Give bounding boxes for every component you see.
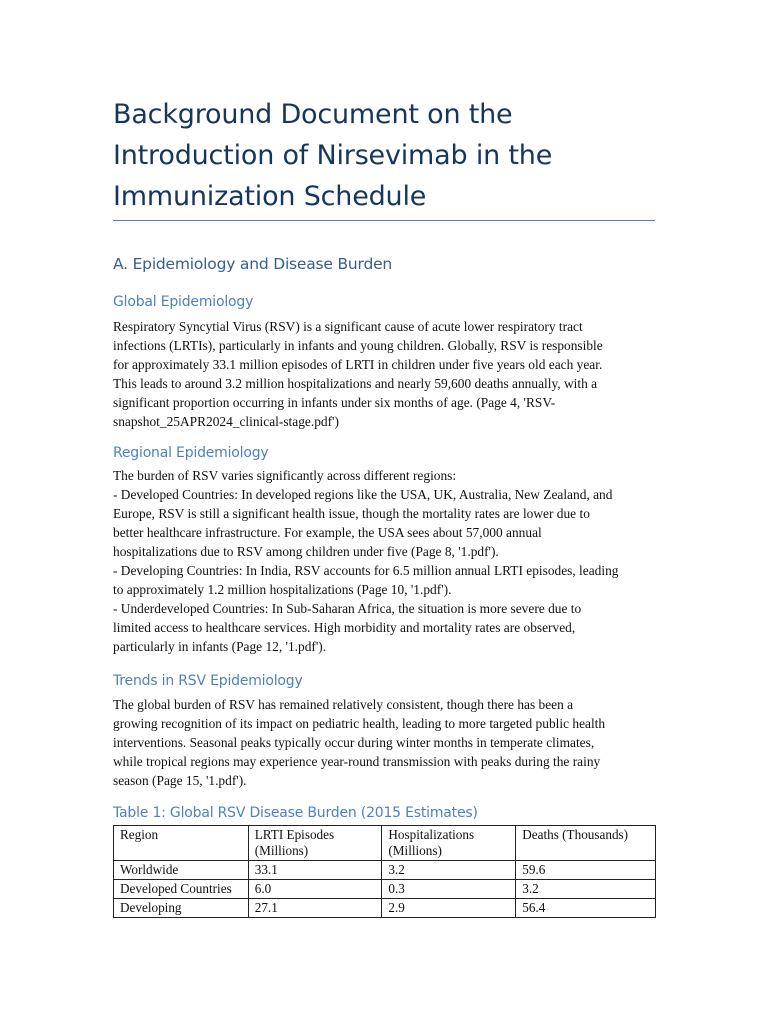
text-line: Europe, RSV is still a significant health issue, though the mortality rates are lower due to bbox=[113, 506, 590, 521]
table-header-cell: Hospitalizations (Millions) bbox=[382, 826, 516, 861]
regional-epidemiology-section bbox=[113, 444, 658, 656]
document-title: Background Document on the Introduction of Nirsevimab in the Immunization Schedule bbox=[113, 99, 553, 212]
text-line: Respiratory Syncytial Virus (RSV) is a significant cause of acute lower respiratory tract bbox=[113, 319, 583, 334]
global-epidemiology-paragraph bbox=[113, 317, 658, 431]
table-cell: 33.1 bbox=[248, 861, 382, 880]
table-cell: Developed Countries bbox=[114, 880, 249, 899]
table-cell: 59.6 bbox=[516, 861, 656, 880]
text-line: hospitalizations due to RSV among children under five (Page 8, '1.pdf'). bbox=[113, 544, 499, 559]
global-epidemiology-heading: Global Epidemiology bbox=[113, 294, 254, 310]
table-cell: 3.2 bbox=[516, 880, 656, 899]
text-line: better healthcare infrastructure. For example, the USA sees about 57,000 annual bbox=[113, 525, 542, 540]
text-line: This leads to around 3.2 million hospitalizations and nearly 59,600 deaths annually, with a bbox=[113, 376, 598, 391]
global-epidemiology-section bbox=[113, 293, 658, 431]
table-header-cell: LRTI Episodes (Millions) bbox=[248, 826, 382, 861]
text-line: interventions. Seasonal peaks typically occur during winter months in temperate climates, bbox=[113, 735, 595, 750]
regional-epidemiology-heading: Regional Epidemiology bbox=[113, 445, 269, 461]
table-cell: 3.2 bbox=[382, 861, 516, 880]
text-line: significant proportion occurring in infants under six months of age. (Page 4, 'RSV- bbox=[113, 395, 556, 410]
table-header-row bbox=[114, 826, 656, 861]
text-line: snapshot_25APR2024_clinical-stage.pdf') bbox=[113, 414, 339, 429]
table-row bbox=[114, 899, 656, 918]
text-line: limited access to healthcare services. High morbidity and mortality rates are observed, bbox=[113, 620, 576, 635]
table-cell: 0.3 bbox=[382, 880, 516, 899]
text-line: infections (LRTIs), particularly in infants and young children. Globally, RSV is responsible bbox=[113, 338, 603, 353]
table-header-cell: Region bbox=[114, 826, 249, 861]
table-cell: 27.1 bbox=[248, 899, 382, 918]
text-line: - Underdeveloped Countries: In Sub-Saharan Africa, the situation is more severe due to bbox=[113, 601, 582, 616]
regional-epidemiology-paragraph bbox=[113, 466, 658, 656]
table1-section bbox=[113, 804, 658, 918]
table-cell: 2.9 bbox=[382, 899, 516, 918]
table-row bbox=[114, 880, 656, 899]
title-divider bbox=[113, 220, 655, 221]
section-a-heading: A. Epidemiology and Disease Burden bbox=[113, 255, 393, 273]
text-line: growing recognition of its impact on pediatric health, leading to more targeted public health bbox=[113, 716, 606, 731]
text-line: to approximately 1.2 million hospitalizations (Page 10, '1.pdf'). bbox=[113, 582, 452, 597]
table-cell: 56.4 bbox=[516, 899, 656, 918]
table-header-cell: Deaths (Thousands) bbox=[516, 826, 656, 861]
text-line: while tropical regions may experience year-round transmission with peaks during the rainy bbox=[113, 754, 601, 769]
text-line: particularly in infants (Page 12, '1.pdf'). bbox=[113, 639, 327, 654]
text-line: The global burden of RSV has remained relatively consistent, though there has been a bbox=[113, 697, 574, 712]
text-line: The burden of RSV varies significantly across different regions: bbox=[113, 468, 457, 483]
trends-paragraph bbox=[113, 695, 658, 790]
text-line: - Developed Countries: In developed regions like the USA, UK, Australia, New Zealand, and bbox=[113, 487, 613, 502]
table-row bbox=[114, 861, 656, 880]
text-line: for approximately 33.1 million episodes of LRTI in children under five years old each year. bbox=[113, 357, 603, 372]
text-line: - Developing Countries: In India, RSV accounts for 6.5 million annual LRTI episodes, leading bbox=[113, 563, 619, 578]
trends-heading: Trends in RSV Epidemiology bbox=[113, 673, 303, 689]
table-cell: Worldwide bbox=[114, 861, 249, 880]
table1-caption: Table 1: Global RSV Disease Burden (2015 Estimates) bbox=[113, 805, 478, 821]
text-line: season (Page 15, '1.pdf'). bbox=[113, 773, 247, 788]
table-cell: 6.0 bbox=[248, 880, 382, 899]
trends-section bbox=[113, 672, 658, 790]
table-cell: Developing bbox=[114, 899, 249, 918]
burden-table bbox=[113, 825, 656, 918]
